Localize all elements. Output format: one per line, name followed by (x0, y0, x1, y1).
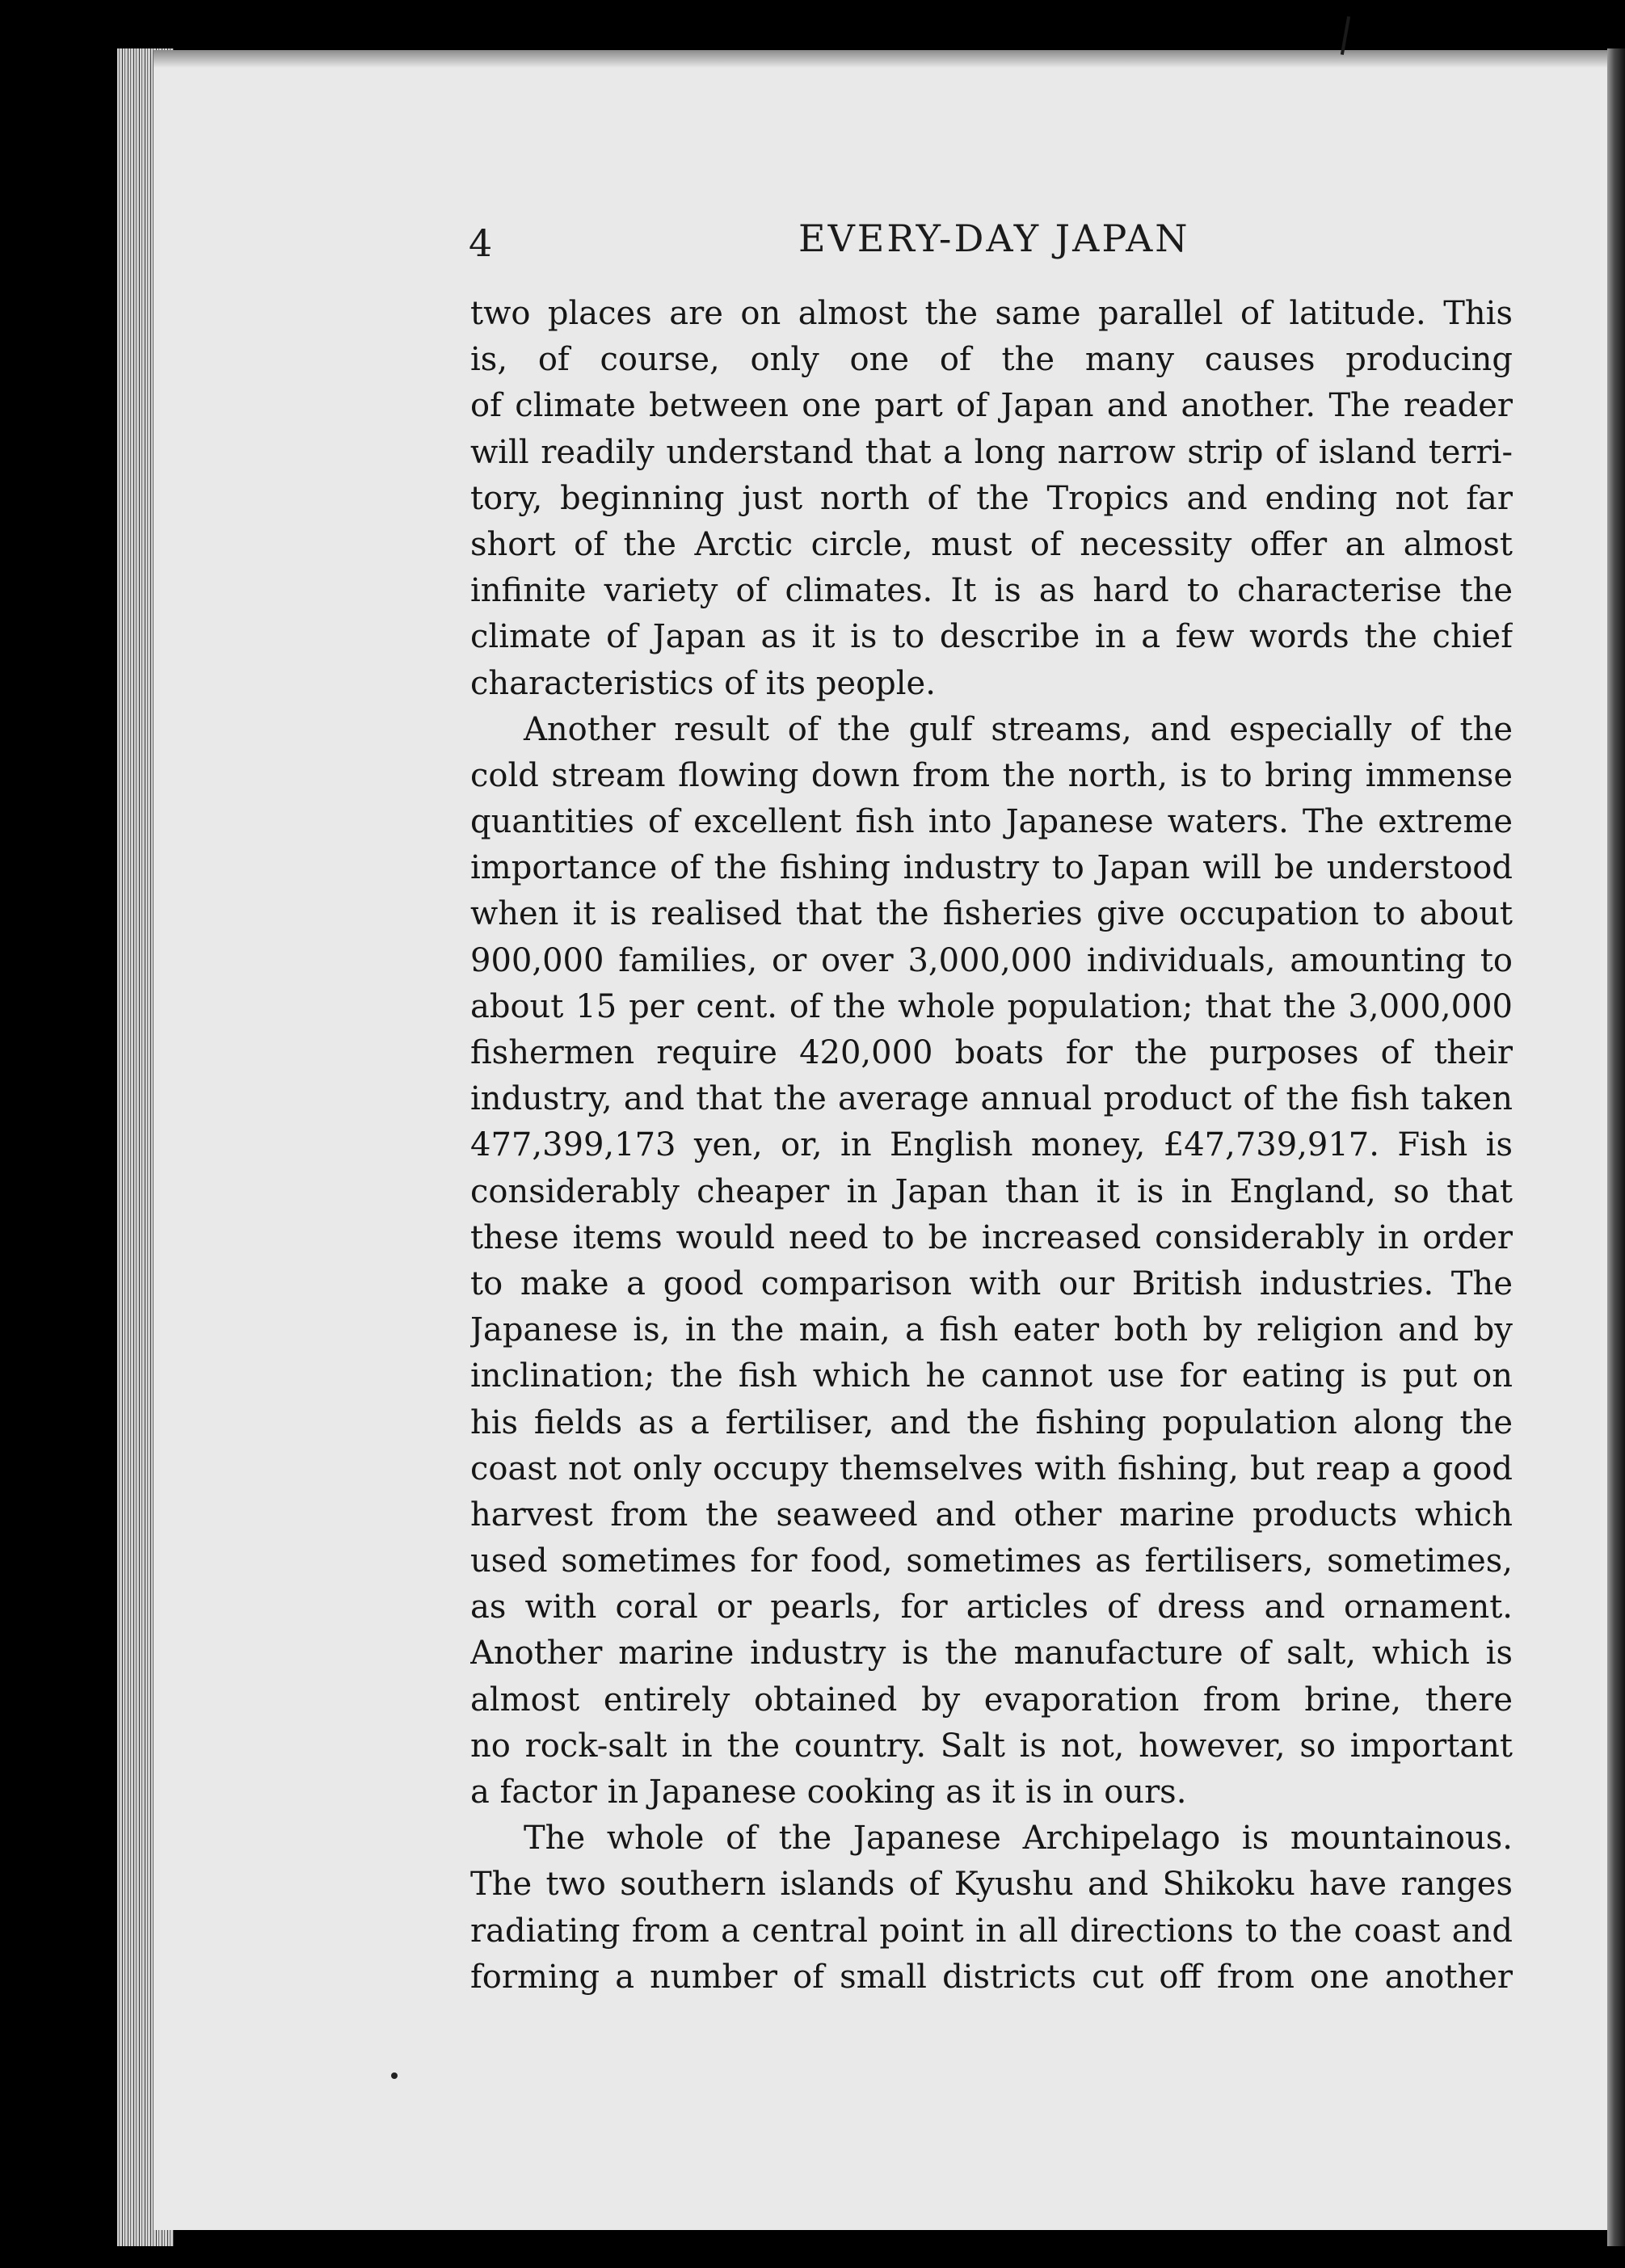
text-line: coast not only occupy themselves with fishing, but reap a good (470, 1450, 1513, 1487)
scan-speck (391, 2072, 398, 2079)
text-line: as with coral or pearls, for articles of dress and ornament. (470, 1588, 1513, 1626)
text-line: climate of Japan as it is to describe in a few words the chief (470, 618, 1513, 656)
text-line: 477,399,173 yen, or, in English money, £47,739,917. Fish is (470, 1126, 1513, 1164)
text-line: will readily understand that a long narrow strip of island terri- (470, 433, 1513, 471)
text-line: cold stream flowing down from the north, is to bring immense (470, 756, 1513, 794)
text-line: considerably cheaper in Japan than it is in England, so that (470, 1172, 1513, 1210)
text-line: harvest from the seaweed and other marine products which (470, 1496, 1513, 1534)
text-line: 900,000 families, or over 3,000,000 individuals, amounting to (470, 941, 1513, 979)
text-line: these items would need to be increased considerably in order (470, 1218, 1513, 1256)
text-line: no rock-salt in the country. Salt is not, however, so important (470, 1727, 1513, 1765)
text-line: Another marine industry is the manufacture of salt, which is (470, 1635, 1513, 1673)
scan-mark (1341, 16, 1350, 55)
page-header (469, 217, 1519, 273)
page-number: 4 (469, 221, 493, 265)
text-line: is, of course, only one of the many causes producing (470, 341, 1513, 379)
text-line: forming a number of small districts cut off from one another (470, 1958, 1513, 1996)
text-line: infinite variety of climates. It is as hard to characterise the (470, 572, 1513, 610)
text-line: Japanese is, in the main, a fish eater both by religion and by (470, 1311, 1513, 1349)
text-line: Another result of the gulf streams, and especially of the (524, 710, 1513, 748)
text-line: used sometimes for food, sometimes as fertilisers, sometimes, (470, 1542, 1513, 1580)
text-line: radiating from a central point in all directions to the coast and (470, 1912, 1513, 1950)
text-line: of climate between one part of Japan and another. The reader (470, 387, 1513, 425)
text-line: importance of the fishing industry to Japan will be understood (470, 849, 1513, 887)
running-title: EVERY-DAY JAPAN (798, 217, 1190, 260)
text-line: inclination; the fish which he cannot use for eating is put on (470, 1357, 1513, 1395)
text-line: industry, and that the average annual product of the fish taken (470, 1080, 1513, 1118)
text-line: The whole of the Japanese Archipelago is mountainous. (524, 1820, 1513, 1858)
page-top-shadow (154, 50, 1608, 68)
text-line: about 15 per cent. of the whole population; that the 3,000,000 (470, 987, 1513, 1025)
text-line: two places are on almost the same parallel of latitude. This (470, 295, 1513, 332)
page-edge-right (1607, 48, 1625, 2246)
text-line: tory, beginning just north of the Tropics and ending not far (470, 479, 1513, 517)
paragraph-2 (470, 707, 1513, 1816)
paragraph-1 (470, 291, 1513, 707)
text-line: almost entirely obtained by evaporation from brine, there (470, 1681, 1513, 1719)
text-line: to make a good comparison with our British industries. The (470, 1264, 1513, 1302)
text-line: characteristics of its people. (470, 664, 936, 702)
text-line: his fields as a fertiliser, and the fishing population along the (470, 1403, 1513, 1441)
body-text (470, 291, 1513, 2001)
text-line: The two southern islands of Kyushu and Shikoku have ranges (470, 1866, 1513, 1904)
text-line: when it is realised that the fisheries give occupation to about (470, 895, 1513, 933)
paragraph-3 (470, 1816, 1513, 2001)
text-line: fishermen require 420,000 boats for the purposes of their (470, 1034, 1513, 1071)
text-line: a factor in Japanese cooking as it is in ours. (470, 1774, 1187, 1811)
text-line: quantities of excellent fish into Japanese waters. The extreme (470, 803, 1513, 841)
text-line: short of the Arctic circle, must of necessity offer an almost (470, 525, 1513, 563)
